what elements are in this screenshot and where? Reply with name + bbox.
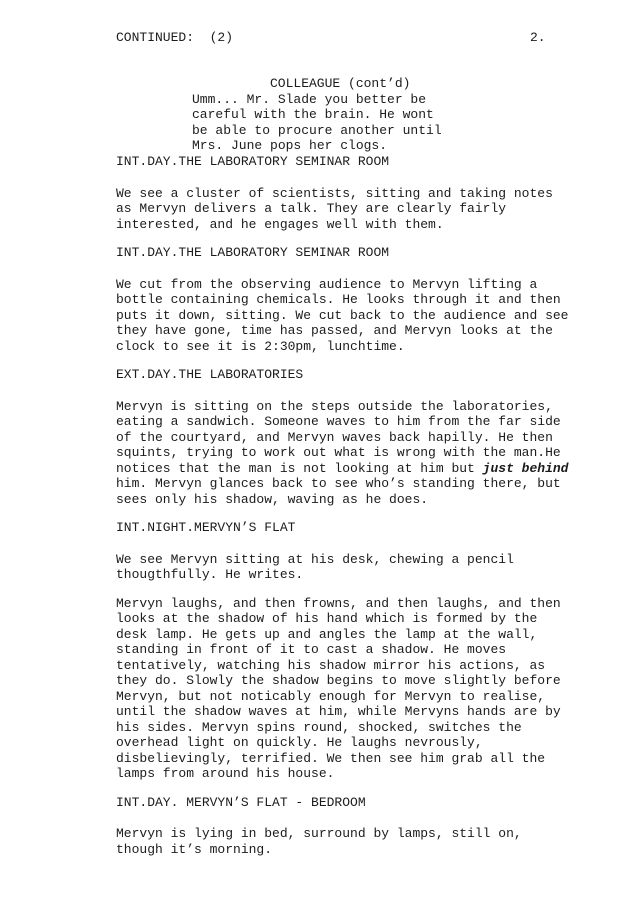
action-line: Mervyn laughs, and then frowns, and then laughs, and then <box>116 595 561 611</box>
scene-heading: INT.DAY.THE LABORATORY SEMINAR ROOM <box>116 245 390 260</box>
action-paragraph <box>116 186 586 233</box>
dialogue-line: careful with the brain. He wont <box>192 107 434 122</box>
action-line: though it’s morning. <box>116 841 273 857</box>
dialogue-line: Umm... Mr. Slade you better be <box>192 91 427 107</box>
script-body <box>116 154 586 857</box>
page-number: 2. <box>530 30 546 45</box>
action-line: We see a cluster of scientists, sitting and taking notes <box>116 185 553 201</box>
action-paragraph <box>116 277 586 355</box>
action-line: puts it down, sitting. We cut back to the audience and see <box>116 307 569 323</box>
action-line: disbelievingly, terrified. We then see him grab all the <box>116 750 546 766</box>
action-paragraph <box>116 826 586 857</box>
action-line: Mervyn, but not noticably enough for Mervyn to realise, <box>116 688 546 704</box>
action-line: bottle containing chemicals. He looks through it and then <box>116 292 561 307</box>
action-line: until the shadow waves at him, while Mervyns hands are by <box>116 704 561 719</box>
action-paragraph <box>116 596 586 782</box>
action-line: they do. Slowly the shadow begins to move slightly before <box>116 673 561 688</box>
action-paragraph <box>116 399 586 508</box>
scene-heading: INT.NIGHT.MERVYN’S FLAT <box>116 520 296 535</box>
action-line: tentatively, watching his shadow mirror his actions, as <box>116 657 546 673</box>
scene-heading: EXT.DAY.THE LABORATORIES <box>116 367 304 382</box>
action-line-text: notices that the man is not looking at him but <box>116 460 483 476</box>
character-cue: COLLEAGUE (cont’d) <box>270 76 411 91</box>
action-line: squints, trying to work out what is wrong with the man.He <box>116 445 561 460</box>
action-line: We cut from the observing audience to Mervyn lifting a <box>116 276 538 292</box>
action-line: overhead light on quickly. He laughs nevrously, <box>116 735 483 750</box>
action-line: looks at the shadow of his hand which is formed by the <box>116 611 538 626</box>
dialogue-line: be able to procure another until <box>192 122 442 138</box>
action-line: standing in front of it to cast a shadow. He moves <box>116 642 507 657</box>
action-line: We see Mervyn sitting at his desk, chewing a pencil <box>116 551 514 567</box>
action-line: Mervyn is sitting on the steps outside the laboratories, <box>116 398 553 414</box>
scene-heading: INT.DAY. MERVYN’S FLAT - BEDROOM <box>116 794 366 810</box>
emphasis-text: just behind <box>482 460 569 476</box>
action-line: eating a sandwich. Someone waves to him from the far side <box>116 414 561 429</box>
action-line: clock to see it is 2:30pm, lunchtime. <box>116 338 405 354</box>
action-line: desk lamp. He gets up and angles the lamp at the wall, <box>116 626 538 642</box>
action-line: sees only his shadow, waving as he does. <box>116 491 429 507</box>
dialogue-line: Mrs. June pops her clogs. <box>192 138 388 153</box>
continued-marker: CONTINUED: (2) <box>116 30 234 45</box>
action-line: of the courtyard, and Mervyn waves back hapilly. He then <box>116 429 553 445</box>
scene-heading: INT.DAY.THE LABORATORY SEMINAR ROOM <box>116 154 390 169</box>
action-line: him. Mervyn glances back to see who’s standing there, but <box>116 476 561 491</box>
action-line: Mervyn is lying in bed, surround by lamps, still on, <box>116 826 522 841</box>
dialogue-block <box>192 76 442 154</box>
action-line-with-emphasis <box>116 461 586 477</box>
action-line: thougthfully. He writes. <box>116 567 304 582</box>
action-line: lamps from around his house. <box>116 766 335 781</box>
action-line: as Mervyn delivers a talk. They are clearly fairly <box>116 201 507 216</box>
action-line: interested, and he engages well with them. <box>116 216 444 232</box>
action-line: they have gone, time has passed, and Mervyn looks at the <box>116 323 553 338</box>
action-line: his sides. Mervyn spins round, shocked, switches the <box>116 719 522 735</box>
action-paragraph <box>116 552 586 583</box>
